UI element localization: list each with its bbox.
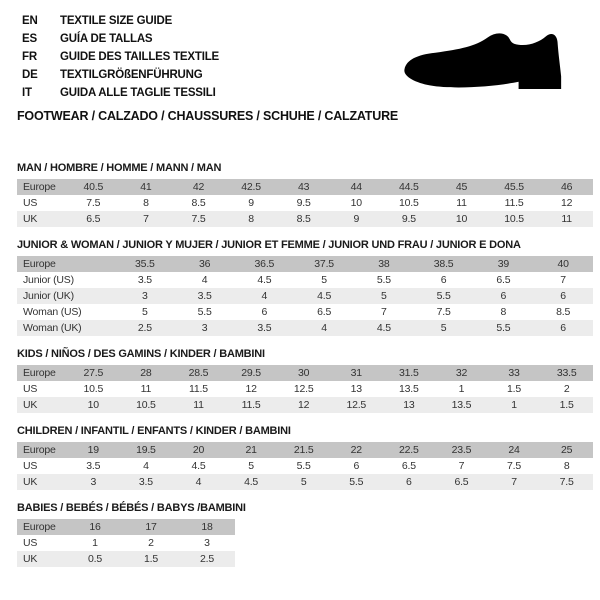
size-cell: 6 xyxy=(353,460,360,472)
size-table-title: CHILDREN / INFANTIL / ENFANTS / KINDER / BAMBINI xyxy=(17,425,291,437)
size-cell: 13.5 xyxy=(435,397,488,413)
size-cell: 1 xyxy=(458,383,465,395)
size-cell: 44 xyxy=(330,179,383,195)
row-label: Europe xyxy=(17,442,67,458)
size-cell: 29.5 xyxy=(225,365,278,381)
size-cell: 23.5 xyxy=(435,442,488,458)
size-cell: 3.5 xyxy=(235,320,295,336)
size-cell: 5.5 xyxy=(376,274,391,286)
size-cell: 11 xyxy=(540,211,593,227)
size-cell: 4.5 xyxy=(225,474,278,490)
size-cell: 5 xyxy=(354,288,414,304)
size-table xyxy=(17,442,593,490)
row-label: Europe xyxy=(17,519,67,535)
size-cell: 36 xyxy=(175,256,235,272)
size-cell: 5.5 xyxy=(296,460,311,472)
size-table-section xyxy=(17,425,593,490)
size-table-title: KIDS / NIÑOS / DES GAMINS / KINDER / BAMBINI xyxy=(17,348,265,360)
row-label: Woman (US) xyxy=(23,306,82,318)
size-cell: 6.5 xyxy=(496,274,511,286)
size-cell: 44.5 xyxy=(383,179,436,195)
size-cell: 32 xyxy=(435,365,488,381)
language-code: FR xyxy=(22,51,37,63)
size-cell: 12 xyxy=(277,397,330,413)
size-cell: 5 xyxy=(142,306,148,318)
size-cell: 25 xyxy=(540,442,593,458)
size-cell: 1.5 xyxy=(507,383,522,395)
size-cell: 8 xyxy=(500,306,507,318)
size-cell: 7.5 xyxy=(507,460,522,472)
row-label: Junior (UK) xyxy=(17,288,115,304)
size-cell: 5.5 xyxy=(474,320,534,336)
size-cell: 41 xyxy=(120,179,173,195)
size-cell: 31.5 xyxy=(383,365,436,381)
size-cell: 13 xyxy=(383,397,436,413)
size-cell: 6 xyxy=(383,474,436,490)
row-label: Junior (US) xyxy=(23,274,74,286)
size-cell: 4.5 xyxy=(257,274,272,286)
size-cell: 43 xyxy=(277,179,330,195)
size-cell: 19.5 xyxy=(120,442,173,458)
size-cell: 4 xyxy=(143,460,149,472)
size-cell: 10.5 xyxy=(120,397,173,413)
size-cell: 8.5 xyxy=(277,211,330,227)
size-cell: 6 xyxy=(261,306,268,318)
size-cell: 2.5 xyxy=(115,320,175,336)
size-cell: 8 xyxy=(563,460,570,472)
row-label: US xyxy=(23,460,38,472)
size-cell: 33.5 xyxy=(540,365,593,381)
size-cell: 39 xyxy=(474,256,534,272)
size-cell: 28.5 xyxy=(172,365,225,381)
size-cell: 6.5 xyxy=(317,306,332,318)
size-cell: 46 xyxy=(540,179,593,195)
size-cell: 7.5 xyxy=(172,211,225,227)
size-cell: 31 xyxy=(330,365,383,381)
size-cell: 27.5 xyxy=(67,365,120,381)
size-cell: 13.5 xyxy=(399,383,419,395)
size-cell: 10.5 xyxy=(399,197,419,209)
size-cell: 19 xyxy=(67,442,120,458)
size-cell: 4 xyxy=(201,274,208,286)
row-label: US xyxy=(23,537,38,549)
size-cell: 4.5 xyxy=(191,460,206,472)
table-row xyxy=(17,458,593,474)
size-cell: 2.5 xyxy=(179,551,235,567)
size-cell: 7 xyxy=(458,460,465,472)
size-cell: 8.5 xyxy=(556,306,571,318)
size-cell: 7 xyxy=(381,306,387,318)
size-table xyxy=(17,365,593,413)
size-cell: 11.5 xyxy=(504,197,524,209)
size-cell: 36.5 xyxy=(235,256,295,272)
size-cell: 12.5 xyxy=(330,397,383,413)
size-cell: 40 xyxy=(533,256,593,272)
table-row xyxy=(17,397,593,413)
size-cell: 7 xyxy=(488,474,541,490)
size-cell: 6 xyxy=(533,288,593,304)
size-cell: 45 xyxy=(435,179,488,195)
size-cell: 3 xyxy=(204,537,210,549)
size-cell: 4 xyxy=(235,288,295,304)
size-cell: 11.5 xyxy=(225,397,278,413)
language-text: TEXTILE SIZE GUIDE xyxy=(60,15,173,27)
size-cell: 6 xyxy=(474,288,534,304)
size-cell: 9 xyxy=(248,197,254,209)
size-cell: 9 xyxy=(330,211,383,227)
size-cell: 4 xyxy=(294,320,354,336)
size-cell: 5 xyxy=(414,320,474,336)
size-cell: 12 xyxy=(561,197,573,209)
size-cell: 22.5 xyxy=(383,442,436,458)
size-cell: 12 xyxy=(245,383,257,395)
size-cell: 45.5 xyxy=(488,179,541,195)
size-cell: 7.5 xyxy=(436,306,451,318)
size-cell: 33 xyxy=(488,365,541,381)
size-cell: 3 xyxy=(175,320,235,336)
size-cell: 2 xyxy=(148,537,154,549)
size-cell: 10 xyxy=(435,211,488,227)
size-cell: 1.5 xyxy=(540,397,593,413)
size-cell: 3.5 xyxy=(175,288,235,304)
table-row xyxy=(17,288,593,304)
size-cell: 6.5 xyxy=(401,460,416,472)
size-cell: 4.5 xyxy=(294,288,354,304)
size-cell: 3 xyxy=(115,288,175,304)
language-text: GUIDE DES TAILLES TEXTILE xyxy=(60,51,219,63)
size-cell: 11 xyxy=(172,397,225,413)
size-cell: 6.5 xyxy=(435,474,488,490)
table-row xyxy=(17,272,593,288)
language-text: GUIDA ALLE TAGLIE TESSILI xyxy=(60,87,216,99)
size-cell: 1 xyxy=(92,537,98,549)
size-cell: 20 xyxy=(172,442,225,458)
row-label: UK xyxy=(17,211,67,227)
size-cell: 10 xyxy=(350,197,362,209)
size-cell: 2 xyxy=(563,383,570,395)
language-code: DE xyxy=(22,69,38,81)
size-cell: 40.5 xyxy=(67,179,120,195)
size-cell: 11 xyxy=(140,383,152,395)
size-cell: 11 xyxy=(456,197,467,209)
size-cell: 3.5 xyxy=(86,460,101,472)
table-row xyxy=(17,179,593,195)
size-table-section xyxy=(17,502,593,567)
table-row xyxy=(17,535,235,551)
size-table-section xyxy=(17,239,593,336)
size-cell: 24 xyxy=(488,442,541,458)
size-cell: 38 xyxy=(354,256,414,272)
shoe-icon xyxy=(389,22,583,108)
size-cell: 3 xyxy=(67,474,120,490)
size-cell: 6 xyxy=(440,274,447,286)
size-cell: 1 xyxy=(488,397,541,413)
size-cell: 5 xyxy=(277,474,330,490)
table-row xyxy=(17,474,593,490)
row-label: UK xyxy=(17,397,67,413)
size-cell: 22 xyxy=(330,442,383,458)
size-cell: 38.5 xyxy=(414,256,474,272)
size-cell: 13 xyxy=(350,383,362,395)
size-cell: 0.5 xyxy=(67,551,123,567)
size-cell: 5.5 xyxy=(414,288,474,304)
table-row xyxy=(17,519,235,535)
size-cell: 5 xyxy=(321,274,327,286)
size-cell: 5.5 xyxy=(197,306,212,318)
size-cell: 7 xyxy=(120,211,173,227)
language-code: ES xyxy=(22,33,37,45)
row-label: UK xyxy=(17,474,67,490)
row-label: Europe xyxy=(17,365,67,381)
size-cell: 3.5 xyxy=(137,274,152,286)
size-cell: 4 xyxy=(172,474,225,490)
size-cell: 7.5 xyxy=(86,197,101,209)
size-cell: 18 xyxy=(179,519,235,535)
size-cell: 16 xyxy=(67,519,123,535)
size-cell: 6 xyxy=(533,320,593,336)
size-cell: 9.5 xyxy=(296,197,311,209)
row-label: US xyxy=(23,383,38,395)
size-cell: 30 xyxy=(277,365,330,381)
table-row xyxy=(17,365,593,381)
size-table-title: JUNIOR & WOMAN / JUNIOR Y MUJER / JUNIOR ET FEMME / JUNIOR UND FRAU / JUNIOR E DONA xyxy=(17,239,521,251)
size-cell: 21 xyxy=(225,442,278,458)
language-code: IT xyxy=(22,87,32,99)
table-row xyxy=(17,381,593,397)
size-table-title: MAN / HOMBRE / HOMME / MANN / MAN xyxy=(17,162,222,174)
size-cell: 7 xyxy=(560,274,566,286)
size-cell: 42 xyxy=(172,179,225,195)
table-row xyxy=(17,320,593,336)
table-row xyxy=(17,211,593,227)
size-table xyxy=(17,179,593,227)
row-label: Europe xyxy=(17,179,67,195)
size-cell: 8 xyxy=(143,197,149,209)
table-row xyxy=(17,551,235,567)
size-cell: 8.5 xyxy=(191,197,206,209)
table-row xyxy=(17,442,593,458)
size-cell: 10.5 xyxy=(83,383,104,395)
category-title: FOOTWEAR / CALZADO / CHAUSSURES / SCHUHE / CALZATURE xyxy=(17,109,399,123)
size-cell: 3.5 xyxy=(120,474,173,490)
size-table-title: BABIES / BEBÉS / BÉBÉS / BABYS /BAMBINI xyxy=(17,502,246,514)
size-cell: 7.5 xyxy=(540,474,593,490)
size-cell: 35.5 xyxy=(115,256,175,272)
table-row xyxy=(17,195,593,211)
language-text: GUÍA DE TALLAS xyxy=(60,33,153,45)
size-cell: 6.5 xyxy=(67,211,120,227)
size-cell: 21.5 xyxy=(277,442,330,458)
size-cell: 10 xyxy=(67,397,120,413)
row-label: Europe xyxy=(17,256,115,272)
size-table-section xyxy=(17,162,593,227)
size-cell: 42.5 xyxy=(225,179,278,195)
size-cell: 5 xyxy=(248,460,254,472)
size-cell: 8 xyxy=(225,211,278,227)
size-cell: 12.5 xyxy=(293,383,314,395)
size-cell: 1.5 xyxy=(123,551,179,567)
size-cell: 9.5 xyxy=(383,211,436,227)
size-cell: 11.5 xyxy=(189,383,208,395)
size-cell: 28 xyxy=(120,365,173,381)
language-code: EN xyxy=(22,15,38,27)
size-table xyxy=(17,519,235,567)
size-cell: 37.5 xyxy=(294,256,354,272)
size-cell: 4.5 xyxy=(354,320,414,336)
size-tables xyxy=(17,162,593,567)
size-cell: 17 xyxy=(123,519,179,535)
size-table xyxy=(17,256,593,336)
size-cell: 10.5 xyxy=(488,211,541,227)
table-row xyxy=(17,256,593,272)
row-label: US xyxy=(23,197,38,209)
row-label: UK xyxy=(17,551,67,567)
language-text: TEXTILGRÖßENFÜHRUNG xyxy=(60,69,203,81)
row-label: Woman (UK) xyxy=(17,320,115,336)
size-cell: 5.5 xyxy=(330,474,383,490)
size-table-section xyxy=(17,348,593,413)
table-row xyxy=(17,304,593,320)
